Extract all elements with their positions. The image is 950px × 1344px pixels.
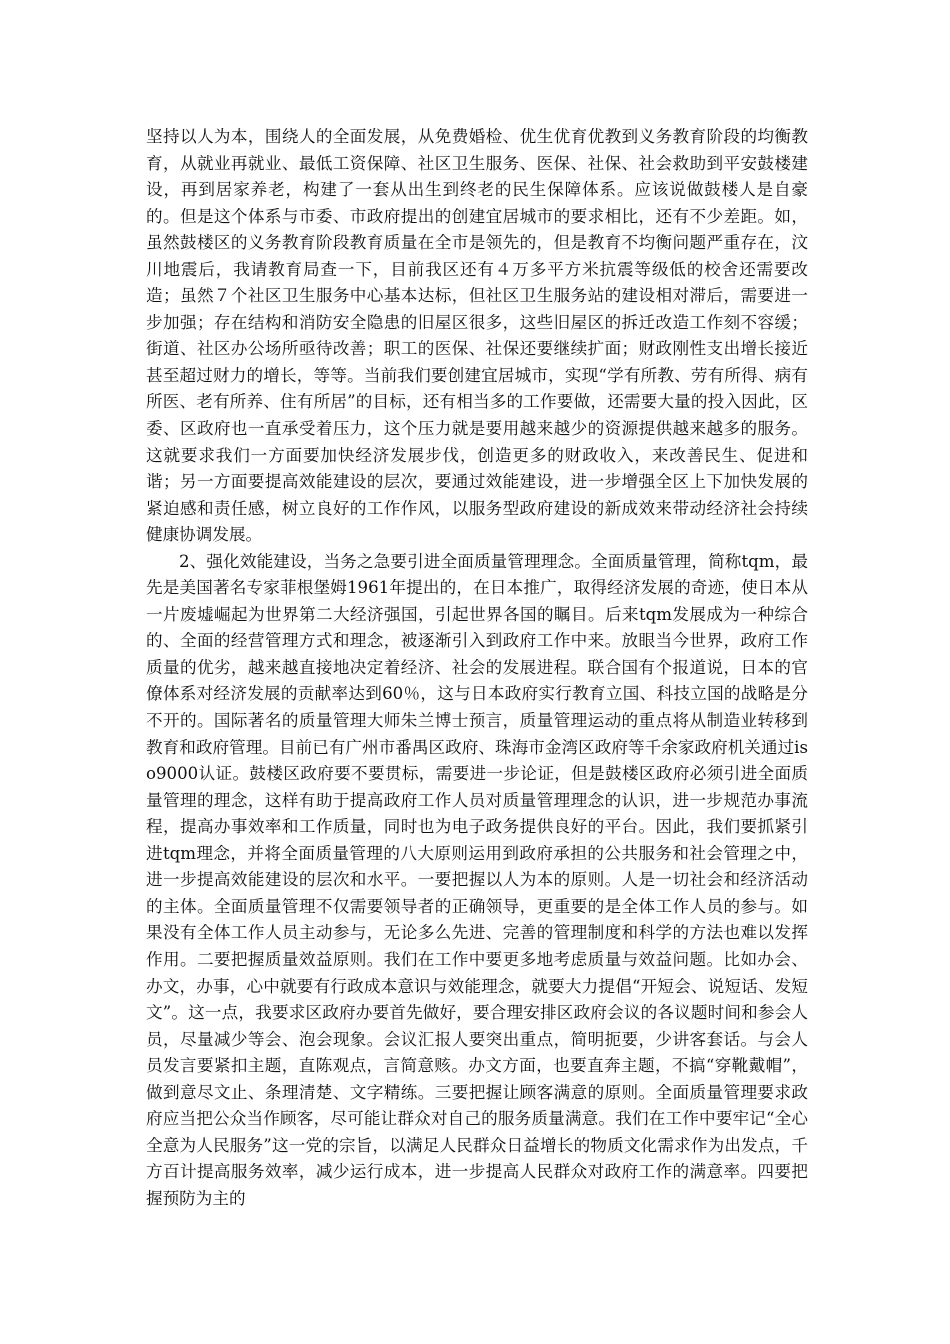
- document-body: [146, 124, 808, 1212]
- paragraph-2: 2、强化效能建设，当务之急要引进全面质量管理理念。全面质量管理，简称tqm，最先是美国著名专家菲根堡姆1961年提出的，在日本推广，取得经济发展的奇迹，使日本从一片废墟崛起为世界第二大经济强国，引起世界各国的瞩目。后来tqm发展成为一种综合的、全面的经营管理方式和理念，被逐渐引入到政府工作中来。放眼当今世界，政府工作质量的优劣，越来越直接地决定着经济、社会的发展进程。联合国有个报道说，日本的官僚体系对经济发展的贡献率达到60％，这与日本政府实行教育立国、科技立国的战略是分不开的。国际著名的质量管理大师朱兰博士预言，质量管理运动的重点将从制造业转移到教育和政府管理。目前已有广州市番禺区政府、珠海市金湾区政府等千余家政府机关通过iso9000认证。鼓楼区政府要不要贯标，需要进一步论证，但是鼓楼区政府必须引进全面质量管理的理念，这样有助于提高政府工作人员对质量管理理念的认识，进一步规范办事流程，提高办事效率和工作质量，同时也为电子政务提供良好的平台。因此，我们要抓紧引进tqm理念，并将全面质量管理的八大原则运用到政府承担的公共服务和社会管理之中，进一步提高效能建设的层次和水平。一要把握以人为本的原则。人是一切社会和经济活动的主体。全面质量管理不仅需要领导者的正确领导，更重要的是全体工作人员的参与。如果没有全体工作人员主动参与，无论多么先进、完善的管理制度和科学的方法也难以发挥作用。二要把握质量效益原则。我们在工作中要更多地考虑质量与效益问题。比如办会、办文，办事，心中就要有行政成本意识与效能理念，就要大力提倡“开短会、说短话、发短文”。这一点，我要求区政府办要首先做好，要合理安排区政府会议的各议题时间和参会人员，尽量减少等会、泡会现象。会议汇报人要突出重点，简明扼要，少讲客套话。与会人员发言要紧扣主题，直陈观点，言简意赅。办文方面，也要直奔主题，不搞“穿靴戴帽”，做到意尽文止、条理清楚、文字精练。三要把握让顾客满意的原则。全面质量管理要求政府应当把公众当作顾客，尽可能让群众对自己的服务质量满意。我们在工作中要牢记“全心全意为人民服务”这一党的宗旨，以满足人民群众日益增长的物质文化需求作为出发点，千方百计提高服务效率，减少运行成本，进一步提高人民群众对政府工作的满意率。四要把握预防为主的: [146, 551, 808, 1208]
- paragraph-1: 坚持以人为本，围绕人的全面发展，从免费婚检、优生优育优教到义务教育阶段的均衡教育，从就业再就业、最低工资保障、社区卫生服务、医保、社保、社会救助到平安鼓楼建设，再到居家养老，构建了一套从出生到终老的民生保障体系。应该说做鼓楼人是自豪的。但是这个体系与市委、市政府提出的创建宜居城市的要求相比，还有不少差距。如，虽然鼓楼区的义务教育阶段教育质量在全市是领先的，但是教育不均衡问题严重存在，汶川地震后，我请教育局查一下，目前我区还有４万多平方米抗震等级低的校舍还需要改造；虽然７个社区卫生服务中心基本达标，但社区卫生服务站的建设相对滞后，需要进一步加强；存在结构和消防安全隐患的旧屋区很多，这些旧屋区的拆迁改造工作刻不容缓；街道、社区办公场所亟待改善；职工的医保、社保还要继续扩面；财政刚性支出增长接近甚至超过财力的增长，等等。当前我们要创建宜居城市，实现“学有所教、劳有所得、病有所医、老有所养、住有所居”的目标，还有相当多的工作要做，还需要大量的投入因此，区委、区政府也一直承受着压力，这个压力就是要用越来越少的资源提供越来越多的服务。这就要求我们一方面要加快经济发展步伐，创造更多的财政收入，来改善民生、促进和谐；另一方面要提高效能建设的层次，要通过效能建设，进一步增强全区上下加快发展的紧迫感和责任感，树立良好的工作作风，以服务型政府建设的新成效来带动经济社会持续健康协调发展。: [146, 127, 808, 545]
